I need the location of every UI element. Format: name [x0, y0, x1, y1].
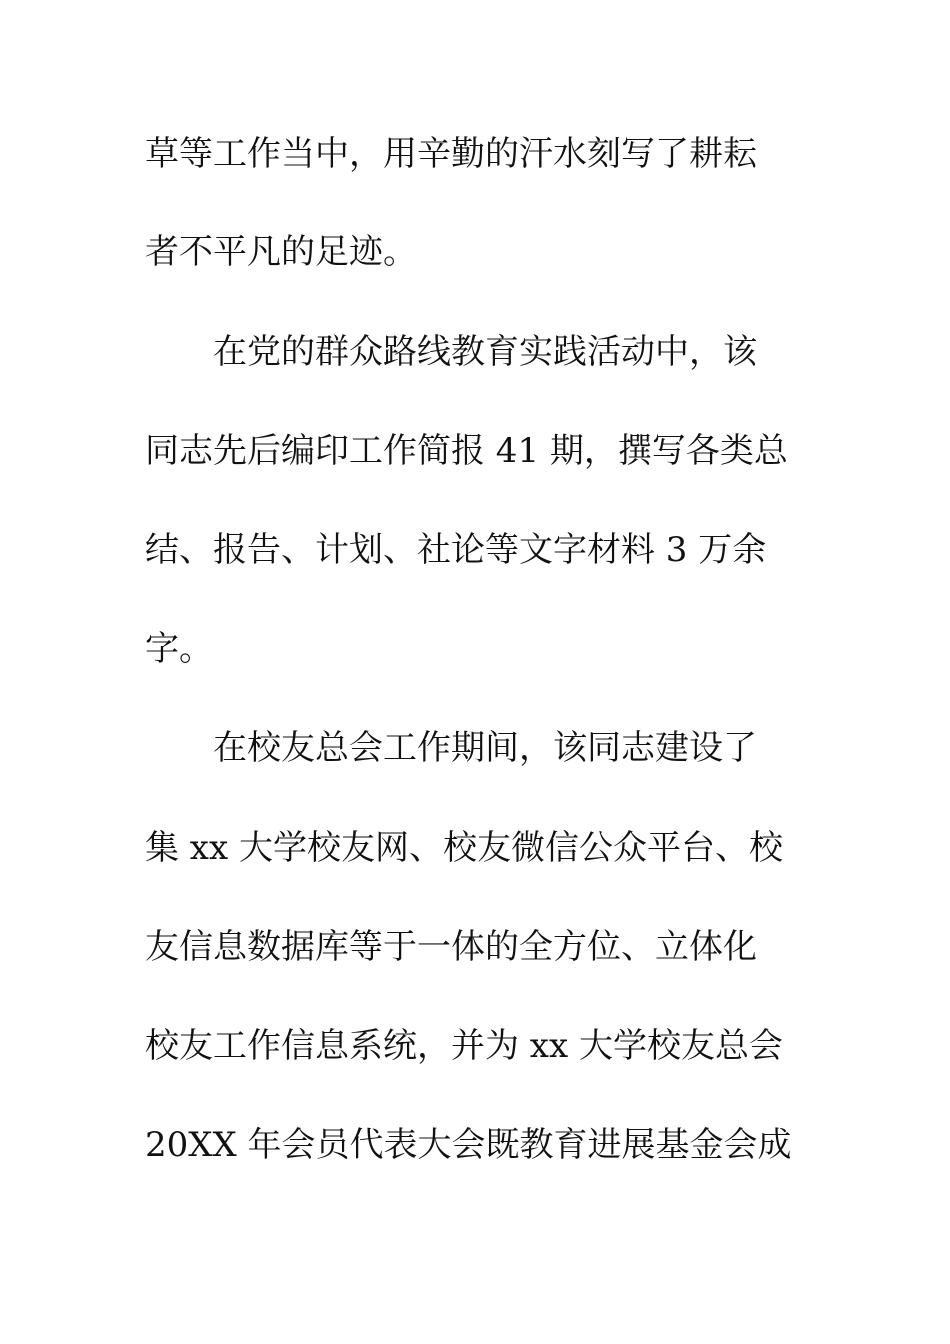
text-line: 者不平凡的足迹。: [145, 232, 417, 272]
text-line: 字。: [145, 629, 213, 669]
paragraph-first-line: 在党的群众路线教育实践活动中，该: [213, 332, 757, 372]
text-line: 友信息数据库等于一体的全方位、立体化: [145, 927, 757, 967]
paragraph-first-line: 在校友总会工作期间，该同志建设了: [213, 728, 757, 768]
text-line: 校友工作信息系统，并为 xx 大学校友总会: [145, 1026, 783, 1066]
text-line: 集 xx 大学校友网、校友微信公众平台、校: [145, 828, 783, 868]
text-line: 结、报告、计划、社论等文字材料 3 万余: [145, 530, 767, 570]
text-line: 同志先后编印工作简报 41 期，撰写各类总: [145, 431, 788, 471]
text-line: 20XX 年会员代表大会既教育进展基金会成: [145, 1125, 792, 1165]
text-line: 草等工作当中，用辛勤的汗水刻写了耕耘: [145, 134, 757, 174]
